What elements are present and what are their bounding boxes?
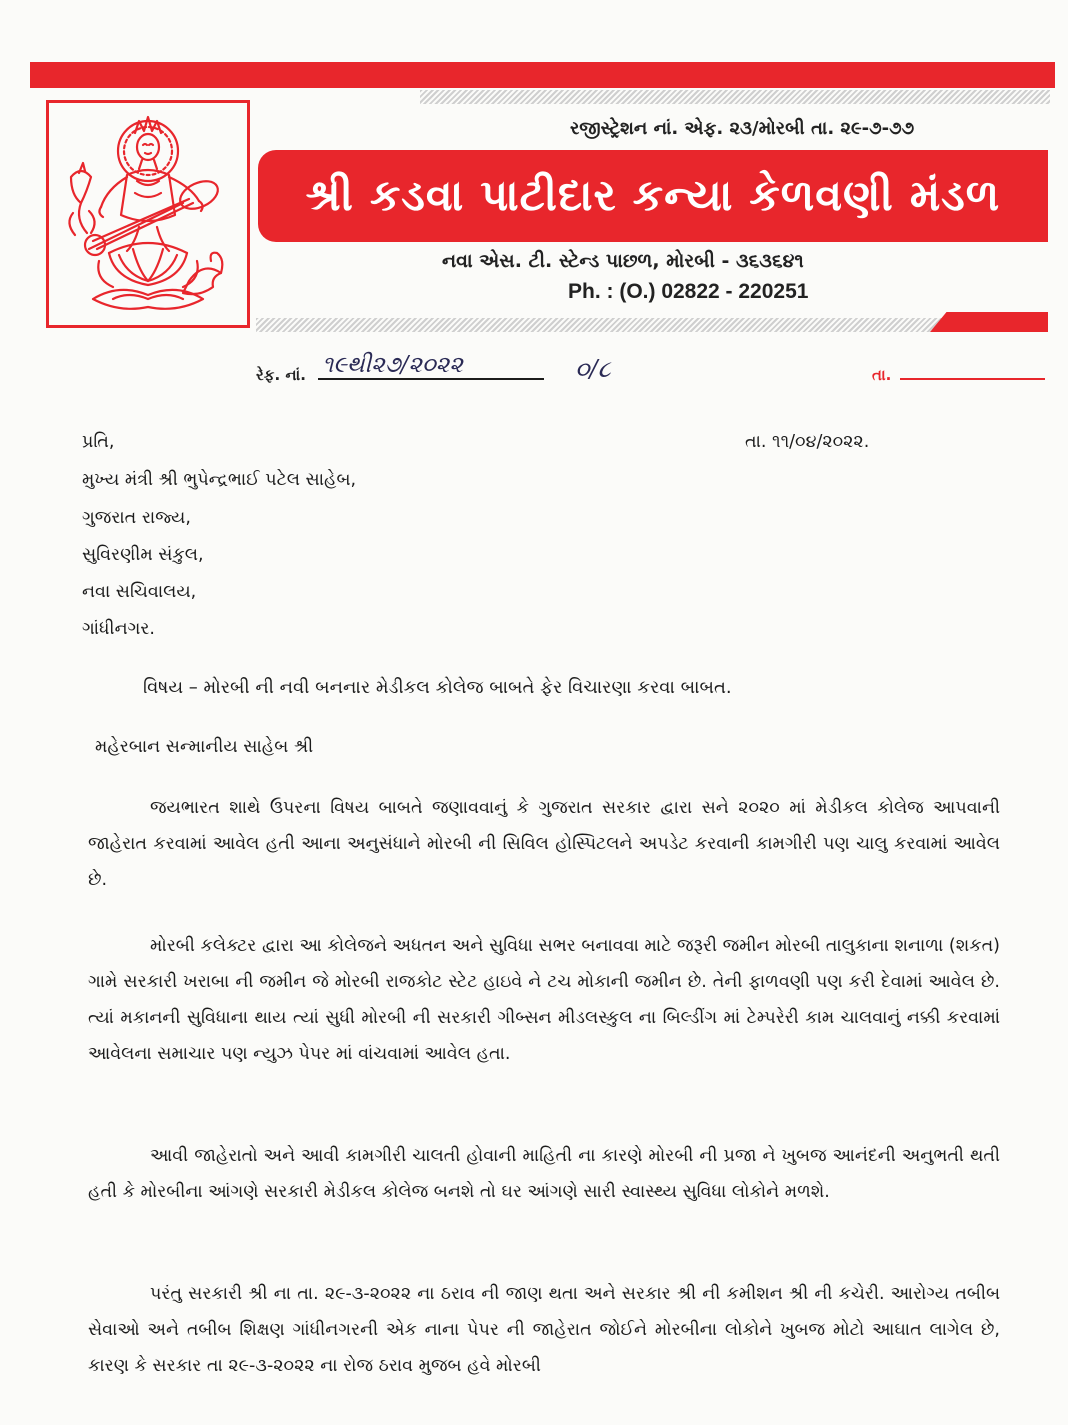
organization-phone: Ph. : (O.) 02822 - 220251 [568,280,809,303]
organization-logo [46,100,250,328]
saraswati-emblem-icon [49,103,247,325]
date-field-label: તા. [872,366,892,384]
letterhead-bottom-stripe [930,312,1048,332]
recipient-line: પ્રતિ, [82,432,115,452]
body-paragraph: મોરબી કલેક્ટર દ્વારા આ કોલેજને અધતન અને સુવિધા સભર બનાવવા માટે જરૂરી જમીન મોરબી તાલુકાના શનાળા (શકત) ગામે સરકારી ખરાબા ની જમીન જે મોરબી રાજકોટ સ્ટેટ હાઇવે ને ટચ મોકાની જમીન છે. તેની ફાળવણી પણ કરી દેવામાં આવેલ છે. ત્યાં મકાનની સુવિધાના થાય ત્યાં સુધી મોરબી ની સરકારી ગીબ્સન મીડલસ્કુલ ના બિલ્ડીંગ માં ટેમ્પરેરી કામ ચાલવાનું નક્કી કરવામાં આવેલના સમાચાર પણ ન્યુઝ પેપર માં વાંચવામાં આવેલ હતા. [88,936,1000,1064]
body-paragraph: પરંતુ સરકારી શ્રી ના તા. ૨૯-૩-૨૦૨૨ ના ઠરાવ ની જાણ થતા અને સરકાર શ્રી ની કમીશન શ્રી ની કચેરી. આરોગ્ય તબીબ સેવાઓ અને તબીબ શિક્ષણ ગાંધીનગરની એક નાના પેપર ની જાહેરાત જોઈને મોરબીના લોકોને ખુબજ મોટો આઘાત લાગેલ છે, કારણ કે સરકાર તા ૨૯-૩-૨૦૨૨ ના રોજ ઠરાવ મુજબ હવે મોરબી [88,1284,1000,1376]
reference-label: રેફ. નાં. [256,366,306,384]
letter-subject: વિષય – મોરબી ની નવી બનનાર મેડીકલ કોલેજ બાબતે ફેર વિચારણા કરવા બાબત. [143,677,732,698]
body-paragraph: આવી જાહેરાતો અને આવી કામગીરી ચાલતી હોવાની માહિતી ના કારણે મોરબી ની પ્રજા ને ખુબજ આનંદની અનુભતી થતી હતી કે મોરબીના આંગણે સરકારી મેડીકલ કોલેજ બનશે તો ઘર આંગણે સારી સ્વાસ્થ્ય સુવિધા લોકોને મળશે. [88,1146,1000,1202]
recipient-line: ગાંધીનગર. [82,619,155,639]
date-field-blank-line [900,378,1045,380]
organization-title-band [258,150,1048,242]
letterhead-hatch-bottom [256,318,976,332]
registration-number: રજીસ્ટ્રેશન નાં. એફ. ૨૩/મોરબી તા. ૨૯-૭-૭૭ [570,118,915,139]
reference-number-handwritten: ૧૯થી૨૭/૨૦૨૨ [318,352,544,380]
recipient-line: નવા સચિવાલય, [82,582,197,602]
letterhead-top-stripe [30,62,1055,88]
letter-date: તા. ૧૧/૦૪/૨૦૨૨. [745,432,870,452]
recipient-line: ગુજરાત રાજ્ય, [82,508,191,528]
reference-suffix-handwritten: ૦/૮ [575,355,611,383]
letterhead-hatch-top [420,90,1050,104]
letter-salutation: મહેરબાન સન્માનીય સાહેબ શ્રી [95,737,314,757]
recipient-line: મુખ્ય મંત્રી શ્રી ભુપેન્દ્રભાઈ પટેલ સાહેબ, [82,470,357,490]
body-paragraph: જયભારત શાથે ઉપરના વિષય બાબતે જણાવવાનું કે ગુજરાત સરકાર દ્વારા સને ૨૦૨૦ માં મેડીકલ કોલેજ આપવાની જાહેરાત કરવામાં આવેલ હતી આના અનુસંધાને મોરબી ની સિવિલ હોસ્પિટલને અપડેટ કરવાની કામગીરી પણ ચાલુ કરવામાં આવેલ છે. [88,798,1000,890]
recipient-line: સુવિરણીમ સંકુલ, [82,545,204,565]
organization-name: શ્રી કડવા પાટીદાર કન્યા કેળવણી મંડળ [305,171,1001,221]
organization-address: નવા એસ. ટી. સ્ટેન્ડ પાછળ, મોરબી - ૩૬૩૬૪૧ [442,250,804,272]
